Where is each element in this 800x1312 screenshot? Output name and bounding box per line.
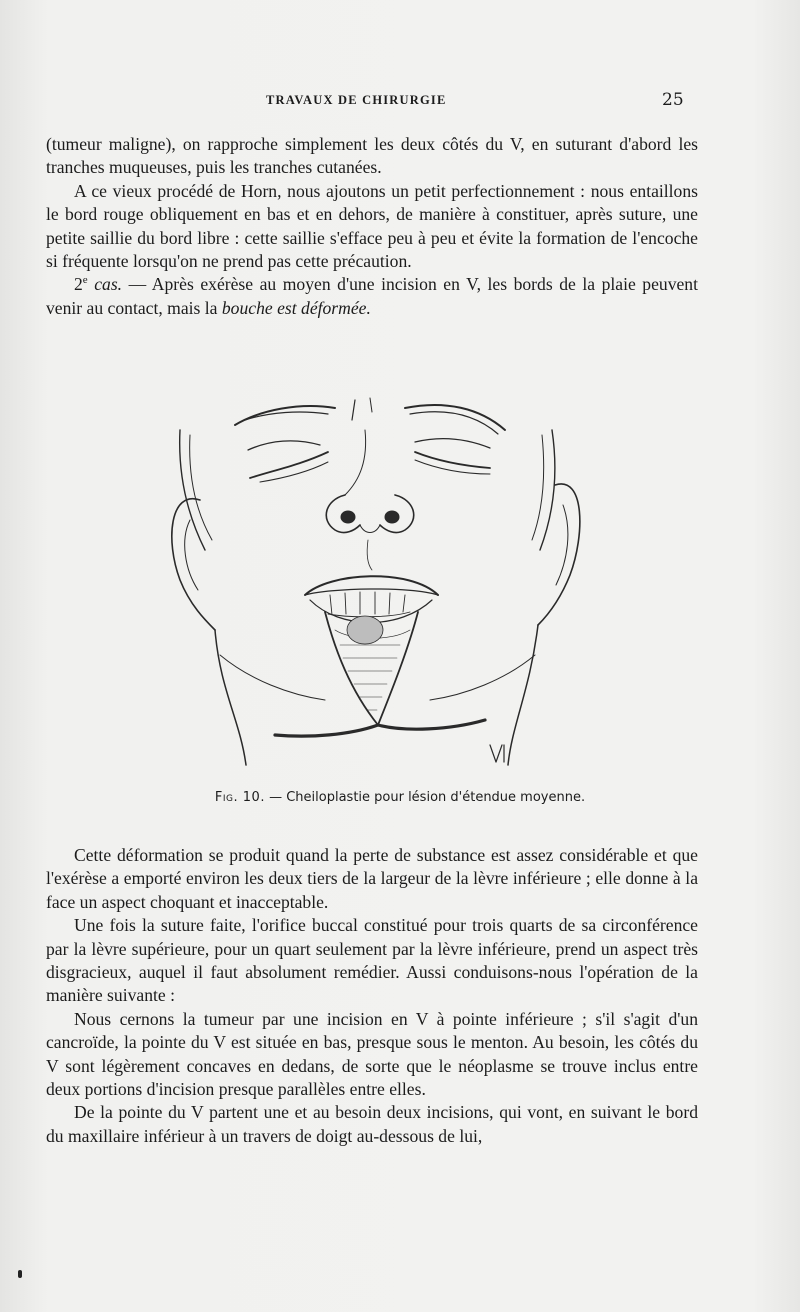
artist-monogram-icon [490,745,504,762]
margin-mark [18,1270,22,1278]
paragraph: De la pointe du V partent une et au besoin deux incisions, qui vont, en suivant le bord du maxillaire inférieur à un travers de doigt au-dessous de lui, [46,1102,698,1146]
paragraph: Cette déformation se produit quand la perte de substance est assez considérable et que l'exérèse a emporté environ les deux tiers de la largeur de la lèvre inférieure ; elle donne à la face un aspect choquant et inacceptable. [46,845,698,912]
page-number: 25 [662,90,684,110]
figure-caption [0,790,800,805]
figure-illustration [160,390,600,775]
case-text: — Après exérèse au moyen d'une incision en V, les bords de la plaie peuvent venir au contact, mais la [46,274,698,318]
figure-caption-text: — Cheiloplastie pour lésion d'étendue moyenne. [264,790,586,805]
figure-label: Fig. 10. [214,790,265,805]
case-label: cas. [94,274,123,295]
text-block-bottom [46,844,698,1148]
paragraph: (tumeur maligne), on rapproche simplement les deux côtés du V, en suturant d'abord les tranches muqueuses, puis les tranches cutanées. [46,134,698,178]
paragraph: Nous cernons la tumeur par une incision en V à pointe inférieure ; s'il s'agit d'un cancroïde, la pointe du V est située en bas, presque sous le menton. Au besoin, les côtés du V sont légèrement concaves en dedans, de sorte que le néoplasme se trouve inclus entre deux portions d'incision presque parallèles entre elles. [46,1008,698,1100]
case-number-suffix: e [82,274,88,287]
case-number: 2 [74,274,83,295]
paragraph: A ce vieux procédé de Horn, nous ajoutons un petit perfectionnement : nous entaillons le bord rouge obliquement en bas et en dehors, de manière à constituer, après suture, une petite saillie du bord libre : cette saillie s'efface peu à peu et évite la formation de l'encoche si fréquente lorsqu'on ne prend pas cette précaution. [46,180,698,272]
face-sketch [160,390,600,775]
paragraph: Une fois la suture faite, l'orifice buccal constitué pour trois quarts de sa circonférence par la lèvre supérieure, pour un quart seulement par la lèvre inférieure, prend un aspect très disgracieux, auquel il faut absolument remédier. Aussi conduisons-nous l'opération de la manière suivante : [46,915,698,1006]
case-emphasis: bouche est déformée. [221,297,371,318]
page-header [0,90,800,113]
paragraph-case-2 [46,273,698,320]
text-block-top [46,133,698,320]
running-title: TRAVAUX DE CHIRURGIE [266,93,447,107]
